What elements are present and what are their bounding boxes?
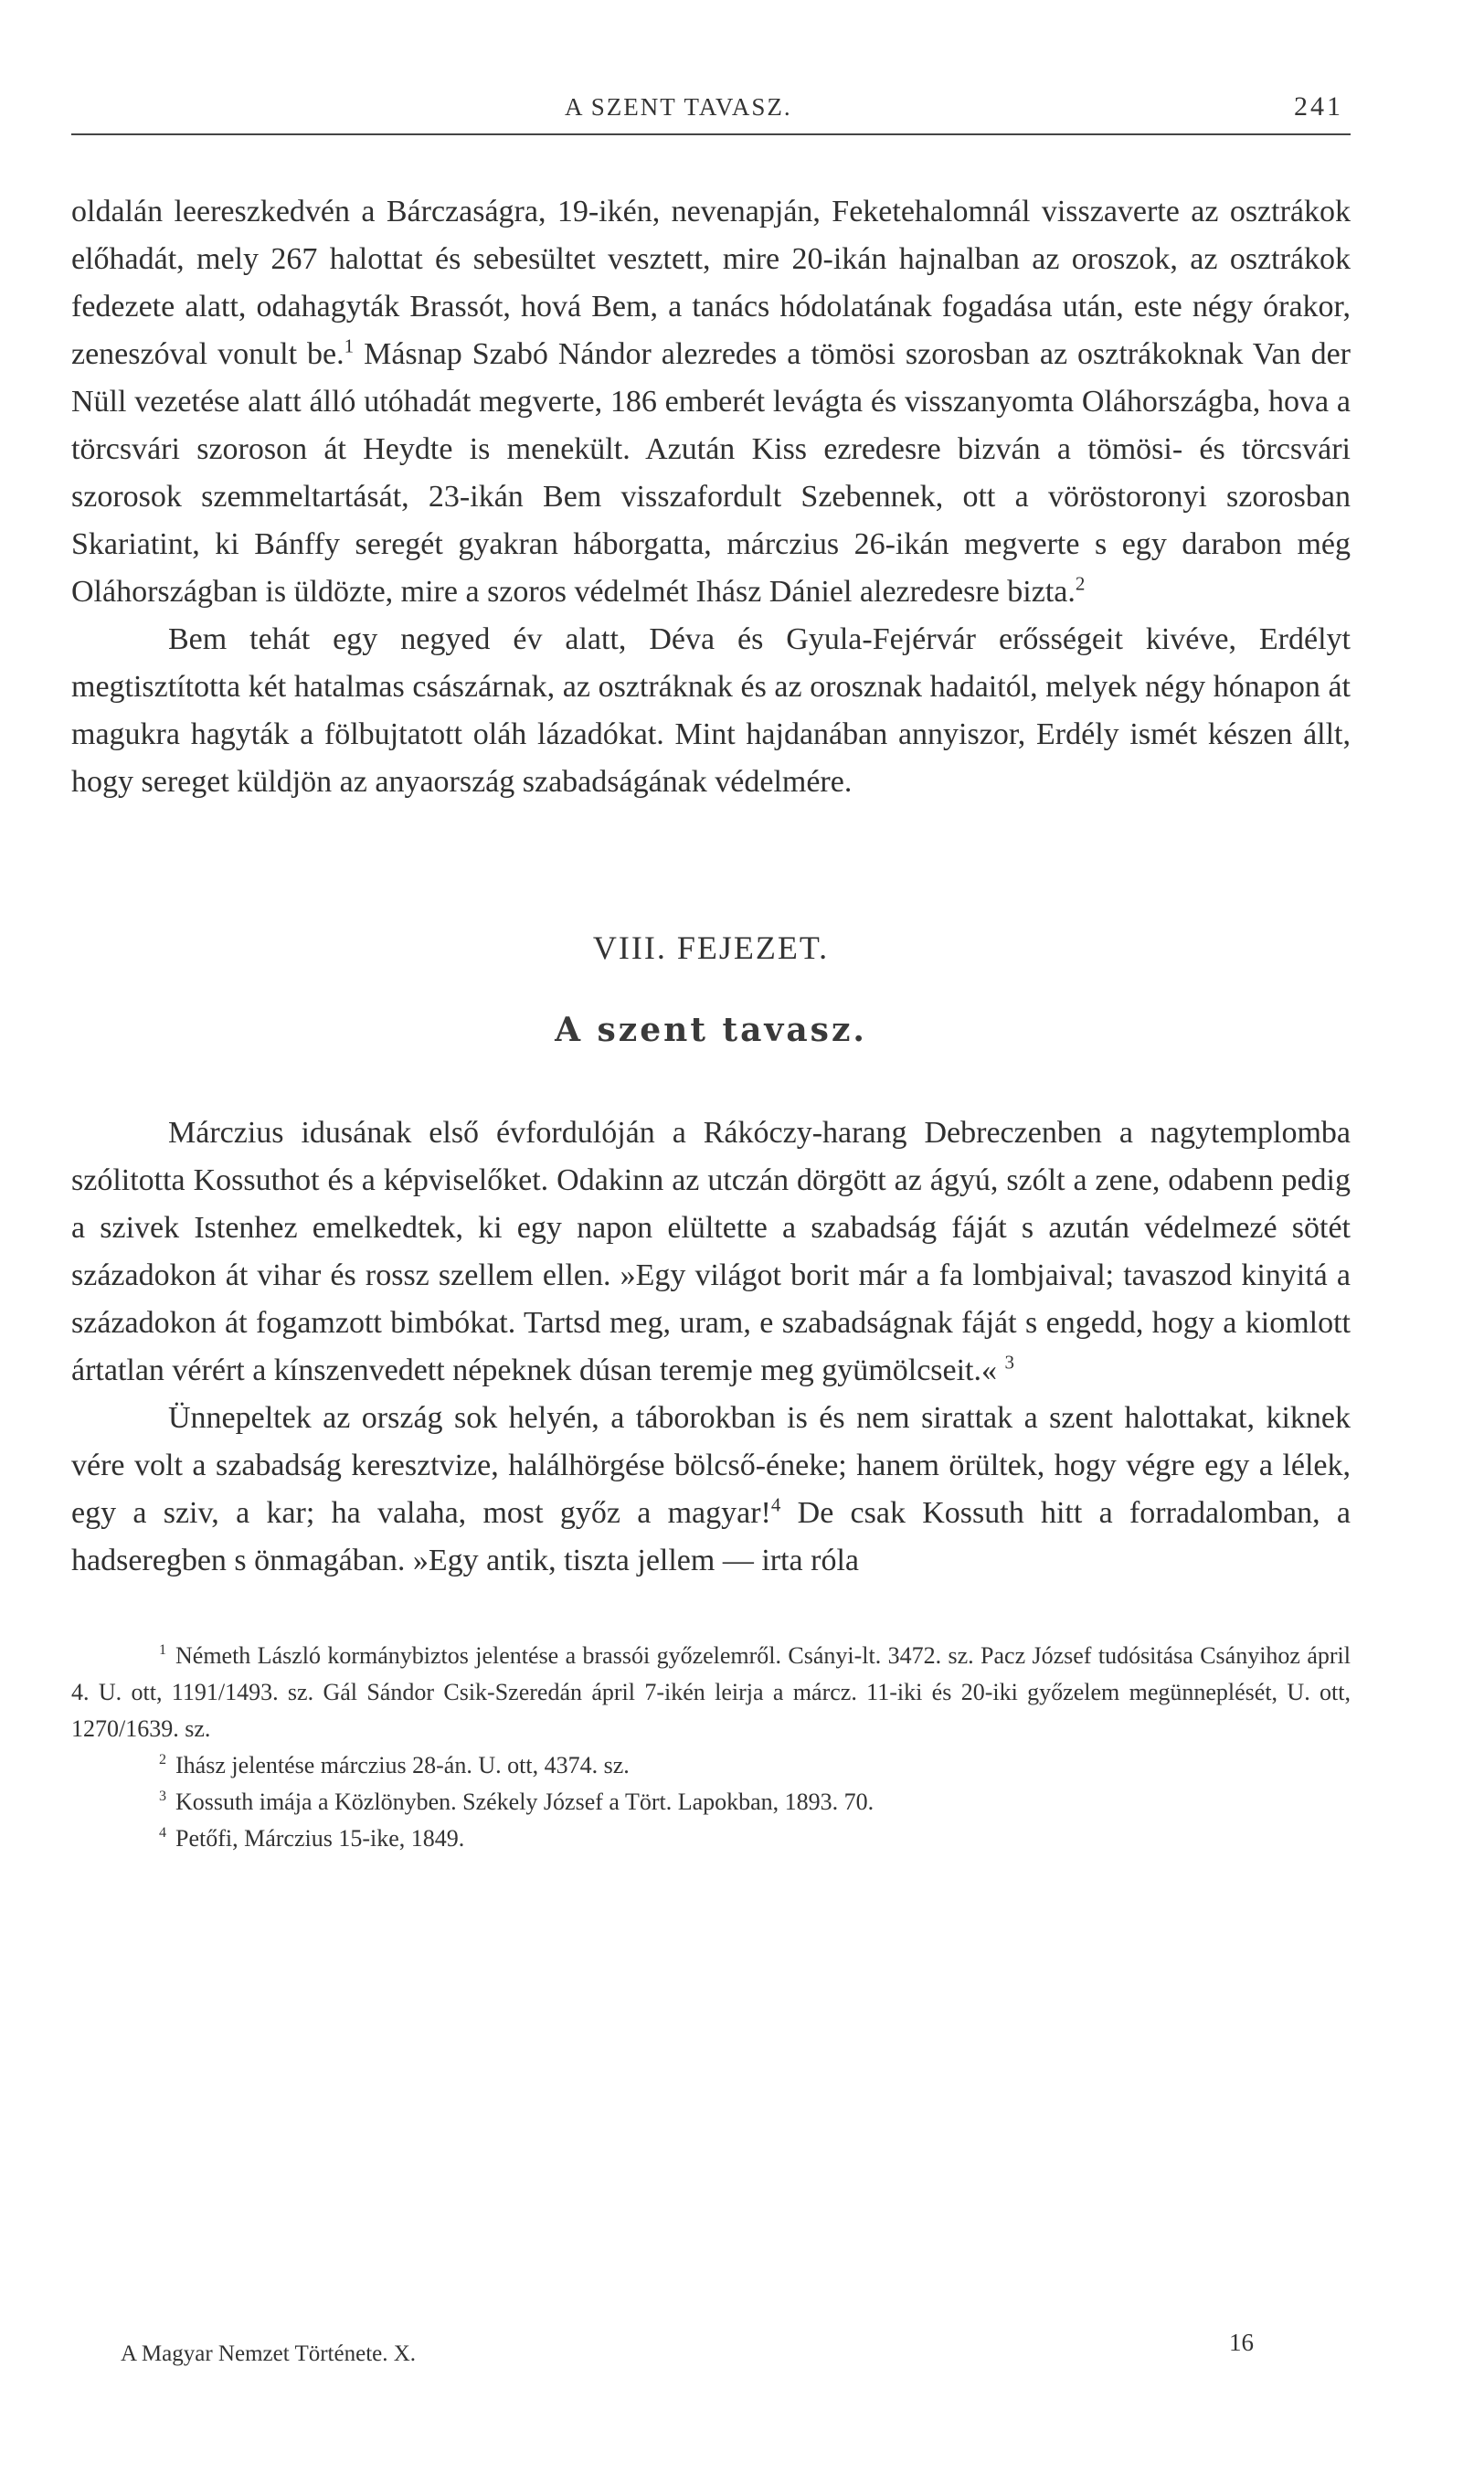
footnote-marker: 2 xyxy=(159,1752,166,1768)
paragraph-text: Ünnepeltek az ország sok helyén, a táborokban is és nem sirattak a szent halottakat, kiknek vére volt a szabadság keresztvize, halálhörgése bölcső-éneke; hanem örültek, hogy végre egy a lélek, egy a sziv, a kar; ha valaha, most győz a magyar! xyxy=(71,1401,1351,1530)
page-footer xyxy=(121,2329,1254,2367)
footnote-reference: 3 xyxy=(1004,1351,1014,1374)
page xyxy=(71,91,1351,1857)
section-one xyxy=(71,188,1351,806)
footnote-text: Kossuth imája a Közlönyben. Székely József a Tört. Lapokban, 1893. 70. xyxy=(175,1789,874,1815)
paragraph-text: Márczius idusának első évfordulóján a Rákóczy-harang Debreczenben a nagytemplomba szólitotta Kossuthot és a képviselőket. Odakinn az utczán dörgött az ágyú, szólt a zene, odabenn pedig a szivek Istenhez emelkedtek, ki egy napon elültette a szabadság fáját s azután védelmezé sötét századokon át vihar és rossz szellem ellen. »Egy világot borit már a fa lombjaival; tavaszod kinyitá a századokon át fogamzott bimbókat. Tartsd meg, uram, e szabadságnak fáját s engedd, hogy a kiomlott ártatlan vérért a kínszenvedett népeknek dúsan teremje meg gyümölcseit.« xyxy=(71,1116,1351,1387)
footnote xyxy=(71,1747,1351,1784)
footnote-marker: 3 xyxy=(159,1789,166,1805)
footnote-text: Németh László kormánybiztos jelentése a brassói győzelemről. Csányi-lt. 3472. sz. Pacz József tudósitása Csányihoz ápril 4. U. ott, 1191/1493. sz. Gál Sándor Csik-Szeredán ápril 7-ikén leirja a márcz. 11-iki és 20-iki győzelem megünneplését, U. ott, 1270/1639. sz. xyxy=(71,1642,1351,1742)
paragraph-text: De csak Kossuth hitt a forradalomban, a hadseregben s önmagában. »Egy antik, tiszta jellem — irta róla xyxy=(71,1496,1351,1577)
footnote-marker: 1 xyxy=(159,1642,166,1659)
paragraph xyxy=(71,1395,1351,1585)
section-two xyxy=(71,1109,1351,1585)
footnote-reference: 1 xyxy=(344,334,355,357)
footnote xyxy=(71,1784,1351,1821)
signature-mark: 16 xyxy=(1229,2329,1254,2356)
paragraph-text: Másnap Szabó Nándor alezredes a tömösi szorosban az osztrákoknak Van der Nüll vezetése alatt álló utóhadát megverte, 186 emberét levágta és visszanyomta Oláhországba, hova a törcsvári szoroson át Heydte is menekült. Azután Kiss ezredesre bizván a tömösi- és törcsvári szorosok szemmeltartását, 23-ikán Bem visszafordult Szebennek, ott a vöröstoronyi szorosban Skariatint, ki Bánffy seregét gyakran háborgatta, márczius 26-ikán megverte s egy darabon még Oláhországban is üldözte, mire a szoros védelmét Ihász Dániel alezredesre bizta. xyxy=(71,337,1351,609)
footnote xyxy=(71,1821,1351,1857)
paragraph-text: oldalán leereszkedvén a Bárczaságra, 19-ikén, nevenapján, Feketehalomnál visszaverte az osztrákok előhadát, mely 267 halottat és sebesültet vesztett, mire 20-ikán hajnalban az oroszok, az osztrákok fedezete alatt, odahagyták Brassót, hová Bem, a tanács hódolatának fogadása után, este négy órakor, zeneszóval vonult be. xyxy=(71,195,1351,371)
chapter-title: A szent tavasz. xyxy=(555,1011,867,1049)
paragraph xyxy=(71,188,1351,616)
header-rule xyxy=(71,133,1351,135)
chapter-heading: VIII. FEJEZET. xyxy=(592,929,830,966)
running-head xyxy=(71,91,1351,130)
paragraph: Bem tehát egy negyed év alatt, Déva és Gyula-Fejérvár erősségeit kivéve, Erdélyt megtisztította két hatalmas császárnak, az osztráknak és az orosznak hadaitól, melyek négy hónapon át magukra hagyták a fölbujtatott oláh lázadókat. Mint hajdanában annyiszor, Erdély ismét készen állt, hogy sereget küldjön az anyaország szabadságának védelmére. xyxy=(71,622,1351,799)
footnotes xyxy=(71,1638,1351,1857)
footnote-reference: 4 xyxy=(770,1493,781,1516)
footnote-reference: 2 xyxy=(1075,572,1086,595)
page-number: 241 xyxy=(1294,91,1343,122)
footnote xyxy=(71,1638,1351,1747)
book-title: A Magyar Nemzet Története. X. xyxy=(121,2341,417,2366)
footnote-marker: 4 xyxy=(159,1825,166,1842)
paragraph xyxy=(71,1109,1351,1395)
running-head-title: A SZENT TAVASZ. xyxy=(565,93,792,121)
footnote-text: Ihász jelentése márczius 28-án. U. ott, 4374. sz. xyxy=(175,1752,630,1778)
footnote-text: Petőfi, Márczius 15-ike, 1849. xyxy=(175,1825,465,1852)
